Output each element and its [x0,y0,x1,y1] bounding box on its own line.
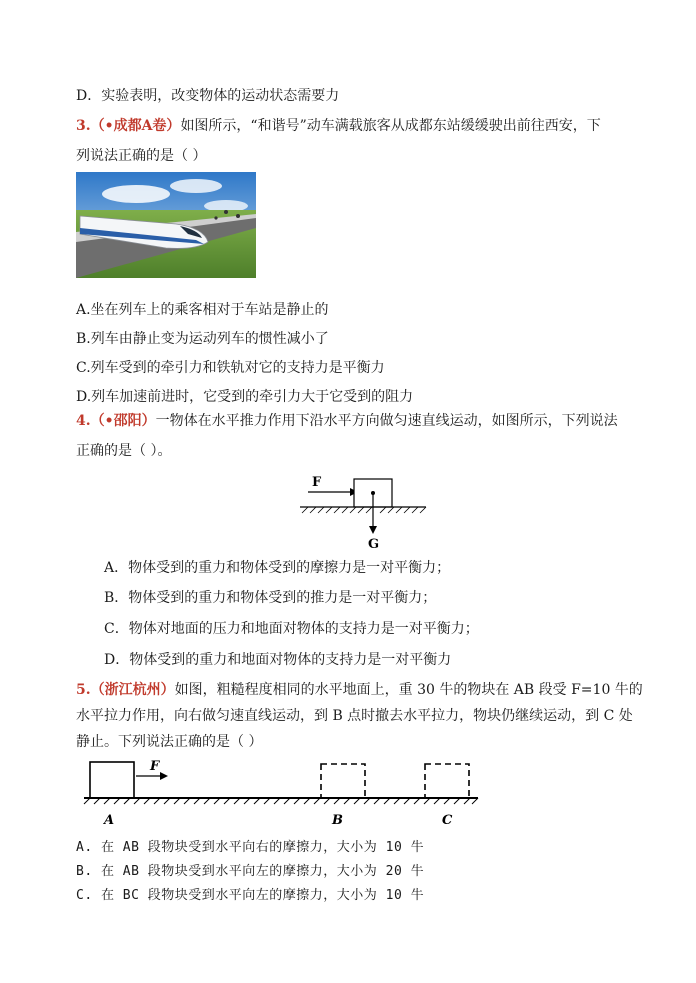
q5-option-a: A. 在 AB 段物块受到水平向右的摩擦力，大小为 10 牛 [76,840,425,855]
ground-hatching [302,507,426,513]
q5-number: 5. [76,682,91,698]
q4-stem-text1: 一物体在水平推力作用下沿水平方向做匀速直线运动，如图所示，下列说法 [155,413,618,429]
q2-option-d: D．实验表明，改变物体的运动状态需要力 [76,88,340,104]
q5-source: （浙江杭州） [90,682,175,698]
point-b-label: B [332,813,343,828]
block-at-b-dashed [321,764,365,798]
q3-option-d: D.列车加速前进时，它受到的牵引力大于它受到的阻力 [76,389,414,405]
point-a-label: A [104,813,115,828]
block-at-a [90,762,134,798]
cow [236,214,240,218]
q3-number: 3. [76,118,91,134]
q3-stem-line1 [76,116,601,136]
q5-stem-line1 [76,680,643,700]
q5-stem-line3: 静止。下列说法正确的是（ ） [76,734,263,750]
cloud [102,185,170,203]
q4-option-b: B．物体受到的重力和物体受到的推力是一对平衡力； [104,590,437,606]
q4-number: 4. [76,413,91,429]
cloud [170,179,222,193]
cow [224,210,228,214]
q4-stem-line1 [76,411,618,431]
q5-stem-line2: 水平拉力作用，向右做匀速直线运动，到 B 点时撤去水平拉力，物块仍继续运动，到 C 处 [76,708,633,724]
q5-option-c: C. 在 BC 段物块受到水平向左的摩擦力，大小为 10 牛 [76,888,425,903]
q3-option-c: C.列车受到的牵引力和铁轨对它的支持力是平衡力 [76,360,385,376]
force-f-label: F [312,475,322,490]
block-at-c-dashed [425,764,469,798]
force-g-label: G [368,537,380,552]
point-c-label: C [442,813,453,828]
train-photo [76,172,256,278]
q4-option-a: A．物体受到的重力和物体受到的摩擦力是一对平衡力； [104,560,451,576]
q4-source: （•邵阳） [90,413,156,429]
q3-stem-line2: 列说法正确的是（ ） [76,148,207,164]
q3-option-b: B.列车由静止变为运动列车的惯性减小了 [76,331,329,347]
q5-stem-text1: 如图，粗糙程度相同的水平地面上，重 30 牛的物块在 AB 段受 F=10 牛的 [174,682,643,698]
q3-option-a: A.坐在列车上的乘客相对于车站是静止的 [76,302,329,318]
pull-force-arrowhead [160,772,168,780]
q3-stem-text1: 如图所示，“和谐号”动车满载旅客从成都东站缓缓驶出前往西安，下 [180,118,601,134]
q5-option-b: B. 在 AB 段物块受到水平向左的摩擦力，大小为 20 牛 [76,864,425,879]
q3-source: （•成都A卷） [90,118,181,134]
q4-stem-line2: 正确的是（ ）。 [76,443,172,459]
q4-option-c: C．物体对地面的压力和地面对物体的支持力是一对平衡力； [104,621,479,637]
gravity-arrowhead [369,526,377,534]
cow [214,216,217,219]
force-f-label: F [150,759,160,774]
q4-force-diagram [296,472,430,552]
q5-motion-diagram [80,756,482,832]
q4-option-d: D．物体受到的重力和地面对物体的支持力是一对平衡力 [104,652,452,668]
